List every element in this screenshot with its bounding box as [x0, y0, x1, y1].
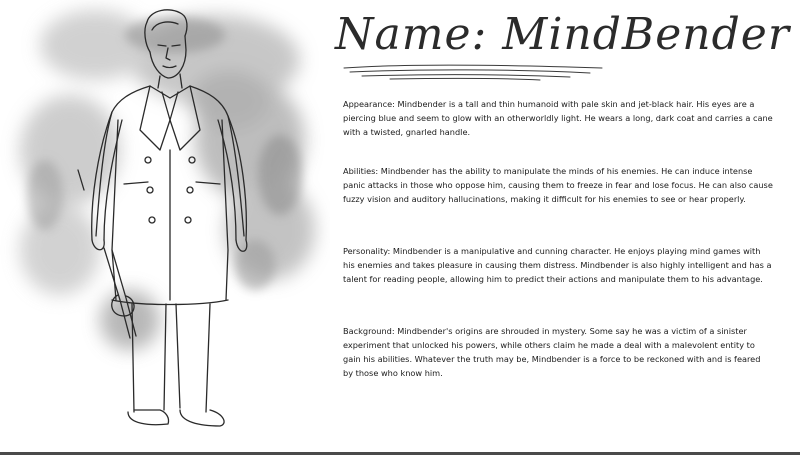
character-illustration: [0, 0, 330, 452]
abilities-section: Abilities: Mindbender has the ability to manipulate the minds of his enemies. He can induce intense panic attacks in those who oppose him, causing them to freeze in fear and lose focus. He can also cause fuzzy vision and auditory hallucinations, making it difficult for his enemies to see or hear properly.: [343, 166, 773, 204]
personality-section: Personality: Mindbender is a manipulative and cunning character. He enjoys playing mind games with his enemies and takes pleasure in causing them distress. Mindbender is also highly intelligent and has a talent for reading people, allowing him to predict their actions and manipulate them to his advantage.: [343, 246, 772, 284]
appearance-section: Appearance: Mindbender is a tall and thin humanoid with pale skin and jet-black hair. His eyes are a piercing blue and seem to glow with an otherworldly light. He wears a long, dark coat and carries a cane with a twisted, gnarled handle.: [343, 99, 773, 137]
character-name-title: Name: MindBender: [335, 9, 790, 60]
title-underline-scribble: [340, 58, 610, 82]
background-section: Background: Mindbender's origins are shrouded in mystery. Some say he was a victim of a sinister experiment that unlocked his powers, while others claim he made a deal with a malevolent entity to gain his abilities. Whatever the truth may be, Mindbender is a force to be reckoned with and is feared by those who know him.: [343, 326, 761, 378]
